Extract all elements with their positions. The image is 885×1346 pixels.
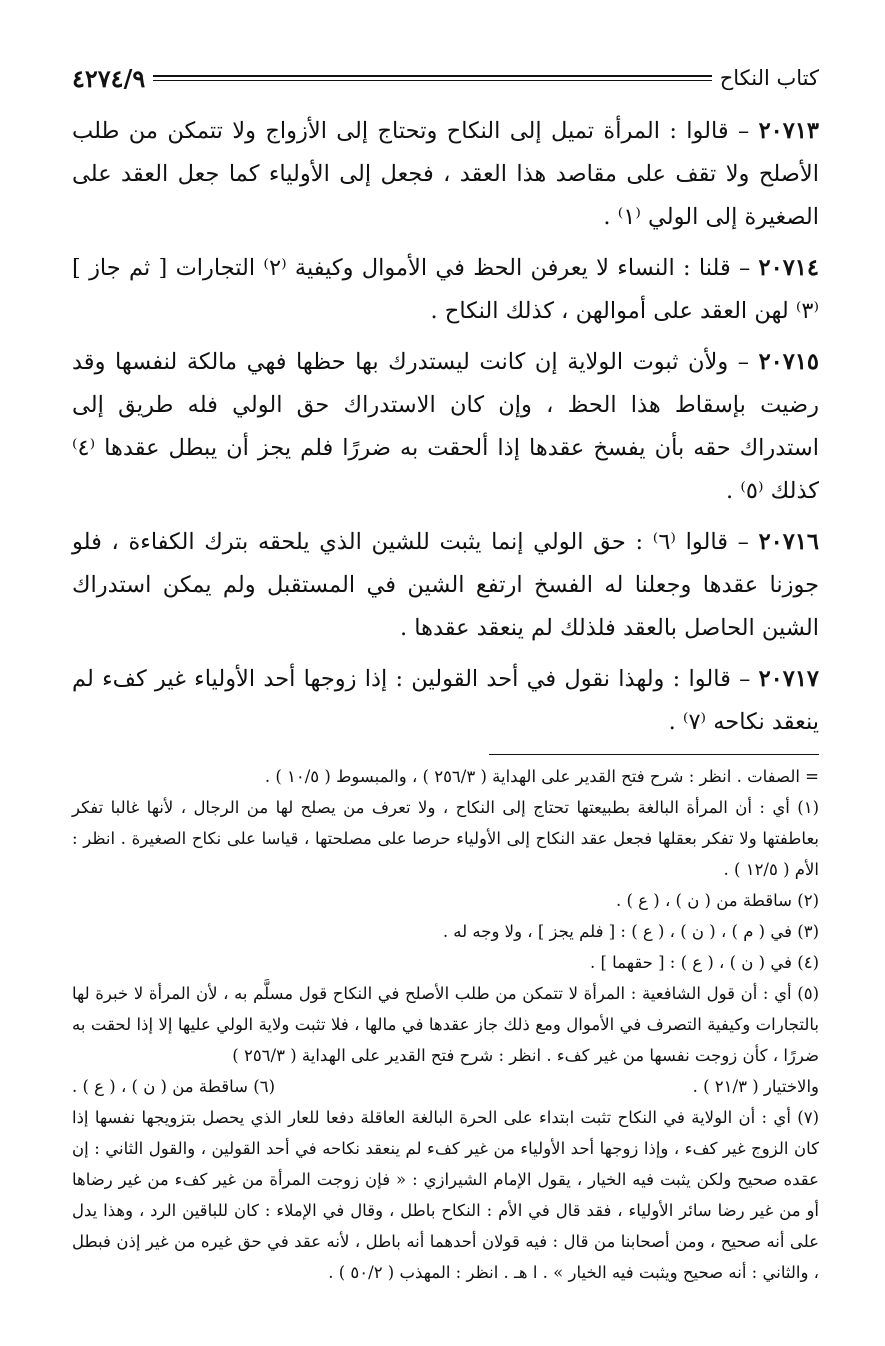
paragraph-text: – قالوا : المرأة تميل إلى النكاح وتحتاج إلى الأزواج ولا تتمكن من طلب الأصلح ولا تقف على مقاصد هذا العقد ، فجعل إلى الأولياء كما جعل العقد على الصغيرة إلى الولي ⁽١⁾ .: [72, 118, 819, 230]
paragraph-number: ٢٠٧١٥: [758, 349, 819, 375]
footnote-1: (١) أي : أن المرأة البالغة بطبيعتها تحتاج إلى النكاح ، ولا تعرف من يصلح لها من الرجال ، لأنها غالبا تفكر بعاطفتها ولا تفكر بعقلها فجعل عقد النكاح إلى الأولياء حرصا على مصلحتها ، قياسا على نكاح الصغيرة . انظر : الأم ( ١٢/٥ ) .: [72, 798, 819, 879]
footnotes: [72, 761, 819, 1288]
paragraph-number: ٢٠٧١٤: [758, 255, 819, 281]
paragraph-20716: [72, 521, 819, 650]
paragraph-text: – قالوا ⁽٦⁾ : حق الولي إنما يثبت للشين الذي يلحقه بترك الكفاءة ، فلو جوزنا عقدها وجعلنا له الفسخ ارتفع الشين في المستقبل ولم يمكن استدراك الشين الحاصل بالعقد فلذلك لم ينعقد عقدها .: [72, 529, 819, 641]
paragraph-20713: [72, 110, 819, 239]
footnote-6: (٦) ساقطة من ( ن ) ، ( ع ) .: [72, 1077, 275, 1096]
footnote-row: [72, 1071, 819, 1102]
paragraph-20715: [72, 341, 819, 513]
footnote-5-end: والاختيار ( ٢١/٣ ) .: [692, 1077, 819, 1096]
footnote-separator: [489, 754, 819, 755]
paragraph-text: – قلنا : النساء لا يعرفن الحظ في الأموال وكيفية ⁽٢⁾ التجارات [ ثم جاز ] ⁽٣⁾ لهن العقد على أموالهن ، كذلك النكاح .: [72, 255, 819, 324]
footnote-7: (٧) أي : أن الولاية في النكاح تثبت ابتداء على الحرة البالغة العاقلة دفعا للعار الذي يحصل بتزويجها نفسها إذا كان الزوج غير كفء ، وإذا زوجها أحد الأولياء من غير كفء لم ينعقد نكاحه في أحد القولين ، والقول الثاني : إن عقده صحيح ولكن يثبت فيه الخيار ، يقول الإمام الشيرازي : « فإن زوجت المرأة من غير كفء من غير رضاها أو من غير رضا سائر الأولياء ، فقد قال في الأم : النكاح باطل ، وقال في الإملاء : كان للباقين الرد ، وهذا يدل على أنه صحيح ، ومن أصحابنا من قال : فيه قولان أحدهما أنه باطل ، لأنه عقد في حق غيره من غير إذن فبطل ، والثاني : أنه صحيح ويثبت فيه الخيار » . ا هـ . انظر : المهذب ( ٥٠/٢ ) .: [72, 1108, 819, 1282]
page-header: [72, 58, 819, 98]
main-text: [72, 110, 819, 744]
footnote-5: (٥) أي : أن قول الشافعية : المرأة لا تتمكن من طلب الأصلح في النكاح قول مسلَّم به ، لأن المرأة لا خبرة لها بالتجارات وكيفية التصرف في الأموال ومع ذلك جاز عقدها في مالها ، فلا تثبت ولاية الولي عليها إلا إذا لحقت به ضررًا ، كأن زوجت نفسها من غير كفء . انظر : شرح فتح القدير على الهداية ( ٢٥٦/٣ ): [72, 984, 819, 1065]
footnote-3: (٣) في ( م ) ، ( ن ) ، ( ع ) : [ فلم يجز ] ، ولا وجه له .: [442, 922, 819, 941]
footnote-4: (٤) في ( ن ) ، ( ع ) : [ حقهما ] .: [589, 953, 819, 972]
paragraph-20717: [72, 658, 819, 744]
footnote-continued: = الصفات . انظر : شرح فتح القدير على الهداية ( ٢٥٦/٣ ) ، والمبسوط ( ١٠/٥ ) .: [264, 767, 819, 786]
paragraph-number: ٢٠٧١٧: [758, 666, 819, 692]
paragraph-number: ٢٠٧١٣: [758, 118, 819, 144]
paragraph-text: – قالوا : ولهذا نقول في أحد القولين : إذا زوجها أحد الأولياء غير كفء لم ينعقد نكاحه ⁽٧⁾ .: [72, 666, 819, 735]
footnote-2: (٢) ساقطة من ( ن ) ، ( ع ) .: [616, 891, 819, 910]
page-number: ٤٢٧٤/٩: [72, 63, 146, 93]
header-rule: [153, 75, 711, 81]
book-title: كتاب النكاح: [719, 66, 819, 90]
paragraph-text: – ولأن ثبوت الولاية إن كانت ليستدرك بها حظها فهي مالكة لنفسها وقد رضيت بإسقاط هذا الحظ ، وإن كان الاستدراك حق الولي فله طريق إلى استدراك حقه بأن يفسخ عقدها إذا ألحقت به ضررًا فلم يجز أن يبطل عقدها ⁽٤⁾ كذلك ⁽٥⁾ .: [72, 349, 819, 504]
paragraph-number: ٢٠٧١٦: [758, 529, 819, 555]
paragraph-20714: [72, 247, 819, 333]
